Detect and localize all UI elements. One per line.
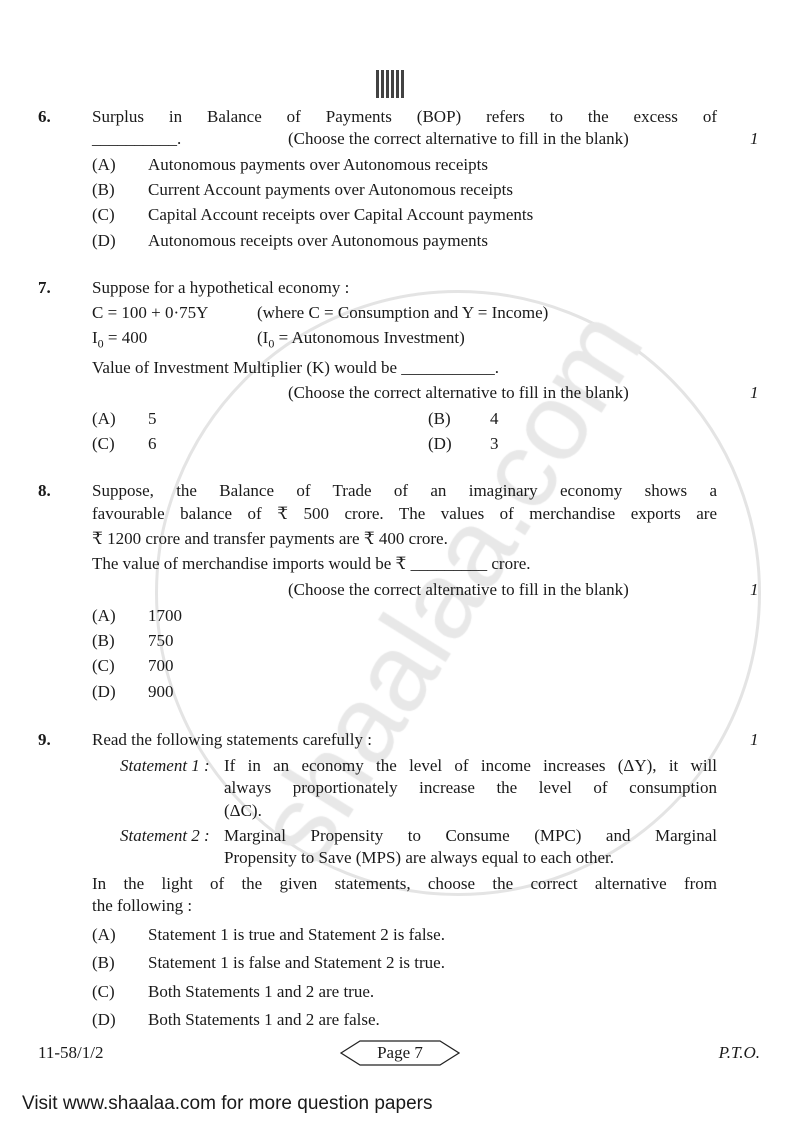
statement-label: Statement 2 : bbox=[120, 826, 210, 845]
option-text: 3 bbox=[490, 434, 499, 453]
option-text: 700 bbox=[148, 656, 174, 675]
option-text: 750 bbox=[148, 631, 174, 650]
question-number: 9. bbox=[38, 730, 51, 749]
question-text: the following : bbox=[92, 896, 193, 915]
option-text: 900 bbox=[148, 682, 174, 701]
option-text: Autonomous receipts over Autonomous payments bbox=[148, 231, 488, 250]
question-number: 7. bbox=[38, 278, 51, 297]
statement-text: Propensity to Save (MPS) are always equal to each other. bbox=[224, 848, 614, 867]
visit-link[interactable]: Visit www.shaalaa.com for more question papers bbox=[22, 1093, 433, 1114]
question-text: ₹ 1200 crore and transfer payments are ₹ 400 crore. bbox=[92, 529, 448, 548]
value: = 400 bbox=[103, 328, 148, 347]
option-label: (A) bbox=[92, 409, 116, 428]
blank: __________. bbox=[92, 129, 182, 148]
marks: 1 bbox=[750, 129, 759, 148]
question-text: Read the following statements carefully : bbox=[92, 730, 372, 749]
option-label: (B) bbox=[428, 409, 451, 428]
option-label: (C) bbox=[92, 982, 115, 1001]
option-label: (C) bbox=[92, 434, 115, 453]
option-text: Statement 1 is true and Statement 2 is false. bbox=[148, 925, 445, 944]
option-label: (A) bbox=[92, 925, 116, 944]
equation bbox=[92, 327, 147, 354]
page-number: Page 7 bbox=[377, 1043, 423, 1062]
statement-label: Statement 1 : bbox=[120, 756, 210, 775]
option-label: (D) bbox=[92, 231, 116, 250]
option-text: Both Statements 1 and 2 are true. bbox=[148, 982, 375, 1001]
pto: P.T.O. bbox=[718, 1043, 760, 1062]
page-number-badge bbox=[340, 1040, 460, 1066]
question-text: In the light of the given statements, choose the correct alternative from bbox=[92, 874, 717, 893]
option-label: (D) bbox=[92, 682, 116, 701]
question-text: The value of merchandise imports would be ₹ _________ crore. bbox=[92, 554, 531, 573]
statement-text: If in an economy the level of income increases (ΔY), it will bbox=[224, 756, 717, 775]
marks: 1 bbox=[750, 383, 759, 402]
question-text: Value of Investment Multiplier (K) would be ___________. bbox=[92, 358, 499, 377]
option-label: (B) bbox=[92, 631, 115, 650]
note-part: = Autonomous Investment) bbox=[274, 328, 465, 347]
option-text: 5 bbox=[148, 409, 157, 428]
marks: 1 bbox=[750, 580, 759, 599]
option-label: (D) bbox=[428, 434, 452, 453]
option-label: (D) bbox=[92, 1010, 116, 1029]
option-label: (A) bbox=[92, 155, 116, 174]
option-label: (C) bbox=[92, 205, 115, 224]
statement-text: (ΔC). bbox=[224, 801, 262, 820]
option-label: (A) bbox=[92, 606, 116, 625]
option-text: 6 bbox=[148, 434, 157, 453]
option-text: 4 bbox=[490, 409, 499, 428]
option-text: Capital Account receipts over Capital Account payments bbox=[148, 205, 534, 224]
instruction: (Choose the correct alternative to fill in the blank) bbox=[288, 383, 629, 402]
question-text: Suppose for a hypothetical economy : bbox=[92, 278, 350, 297]
equation-note bbox=[257, 327, 465, 354]
option-label: (B) bbox=[92, 953, 115, 972]
paper-code: 11-58/1/2 bbox=[38, 1043, 104, 1062]
statement-text: Marginal Propensity to Consume (MPC) and Marginal bbox=[224, 826, 717, 845]
question-text: Surplus in Balance of Payments (BOP) refers to the excess of bbox=[92, 107, 717, 126]
instruction: (Choose the correct alternative to fill in the blank) bbox=[288, 129, 629, 148]
option-text: Both Statements 1 and 2 are false. bbox=[148, 1010, 380, 1029]
question-number: 6. bbox=[38, 107, 51, 126]
question-text: Suppose, the Balance of Trade of an imaginary economy shows a bbox=[92, 481, 717, 500]
option-label: (B) bbox=[92, 180, 115, 199]
qr-code-icon bbox=[376, 70, 404, 98]
statement-text: always proportionately increase the level of consumption bbox=[224, 778, 717, 797]
option-text: Statement 1 is false and Statement 2 is true. bbox=[148, 953, 445, 972]
subscript: 0 bbox=[268, 336, 275, 351]
option-text: Autonomous payments over Autonomous receipts bbox=[148, 155, 488, 174]
note-part: (I bbox=[257, 328, 269, 347]
marks: 1 bbox=[750, 730, 759, 749]
equation-note: (where C = Consumption and Y = Income) bbox=[257, 303, 549, 322]
question-number: 8. bbox=[38, 481, 51, 500]
question-text: favourable balance of ₹ 500 crore. The values of merchandise exports are bbox=[92, 504, 717, 523]
symbol: I bbox=[92, 328, 98, 347]
instruction: (Choose the correct alternative to fill in the blank) bbox=[288, 580, 629, 599]
equation: C = 100 + 0·75Y bbox=[92, 303, 209, 322]
option-text: Current Account payments over Autonomous receipts bbox=[148, 180, 513, 199]
option-text: 1700 bbox=[148, 606, 182, 625]
subscript: 0 bbox=[97, 336, 104, 351]
option-label: (C) bbox=[92, 656, 115, 675]
